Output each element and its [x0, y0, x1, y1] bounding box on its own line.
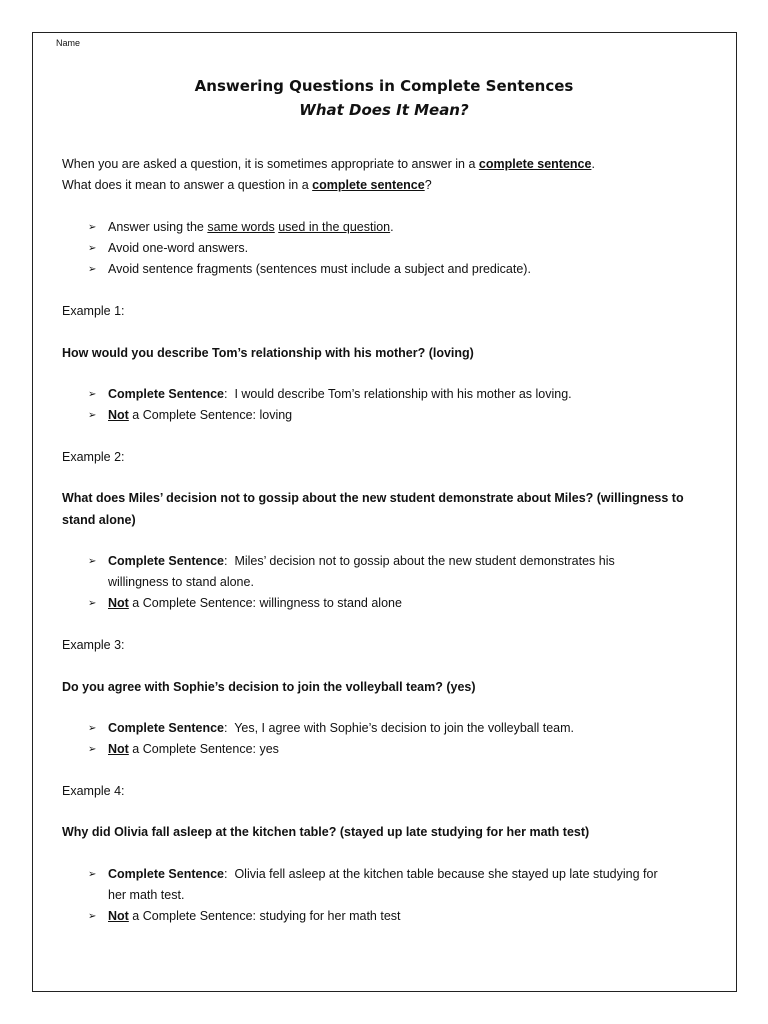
arrow-bullet-icon: ➢: [88, 723, 97, 734]
example-question: What does Miles’ decision not to gossip about the new student demonstrate about Miles? (willingness to stand alone): [62, 491, 684, 527]
example-question: Do you agree with Sophie’s decision to join the volleyball team? (yes): [62, 680, 476, 694]
example-answers: [88, 551, 668, 614]
complete-answer: ➢ Complete Sentence: Olivia fell asleep at the kitchen table because she stayed up late studying for her math test.: [88, 864, 668, 906]
example-heading: Example 1:: [62, 304, 125, 318]
rule-item: ➢ Answer using the same words used in the question.: [88, 217, 688, 238]
not-complete-answer: ➢ Not a Complete Sentence: yes: [88, 739, 688, 760]
example-question: How would you describe Tom’s relationship with his mother? (loving): [62, 346, 474, 360]
arrow-bullet-icon: ➢: [88, 556, 97, 567]
intro-line-2: What does it mean to answer a question in a complete sentence?: [62, 178, 432, 192]
example-answers: [88, 864, 668, 927]
intro-paragraph: [62, 154, 702, 196]
complete-answer: ➢ Complete Sentence: I would describe Tom’s relationship with his mother as loving.: [88, 384, 688, 405]
intro-line-1: When you are asked a question, it is sometimes appropriate to answer in a complete sentence.: [62, 157, 595, 171]
rules-list: [88, 217, 688, 280]
not-complete-answer: ➢ Not a Complete Sentence: willingness to stand alone: [88, 593, 668, 614]
example-answers: [88, 718, 688, 760]
page-title: Answering Questions in Complete Sentences: [194, 77, 574, 95]
complete-answer: ➢ Complete Sentence: Yes, I agree with Sophie’s decision to join the volleyball team.: [88, 718, 688, 739]
page-subtitle: What Does It Mean?: [299, 101, 469, 119]
arrow-bullet-icon: ➢: [88, 243, 97, 254]
rule-item: ➢ Avoid sentence fragments (sentences must include a subject and predicate).: [88, 259, 688, 280]
not-complete-answer: ➢ Not a Complete Sentence: loving: [88, 405, 688, 426]
arrow-bullet-icon: ➢: [88, 264, 97, 275]
arrow-bullet-icon: ➢: [88, 598, 97, 609]
rule-item: ➢ Avoid one-word answers.: [88, 238, 688, 259]
example-answers: [88, 384, 688, 426]
example-heading: Example 3:: [62, 638, 125, 652]
example-heading: Example 2:: [62, 450, 125, 464]
example-heading: Example 4:: [62, 784, 125, 798]
arrow-bullet-icon: ➢: [88, 410, 97, 421]
example-question: Why did Olivia fall asleep at the kitchen table? (stayed up late studying for her math test): [62, 825, 590, 839]
arrow-bullet-icon: ➢: [88, 744, 97, 755]
arrow-bullet-icon: ➢: [88, 222, 97, 233]
complete-answer: ➢ Complete Sentence: Miles’ decision not to gossip about the new student demonstrates his willingness to stand alone.: [88, 551, 668, 593]
arrow-bullet-icon: ➢: [88, 911, 97, 922]
arrow-bullet-icon: ➢: [88, 869, 97, 880]
arrow-bullet-icon: ➢: [88, 389, 97, 400]
not-complete-answer: ➢ Not a Complete Sentence: studying for her math test: [88, 906, 668, 927]
name-label: Name: [56, 38, 81, 48]
